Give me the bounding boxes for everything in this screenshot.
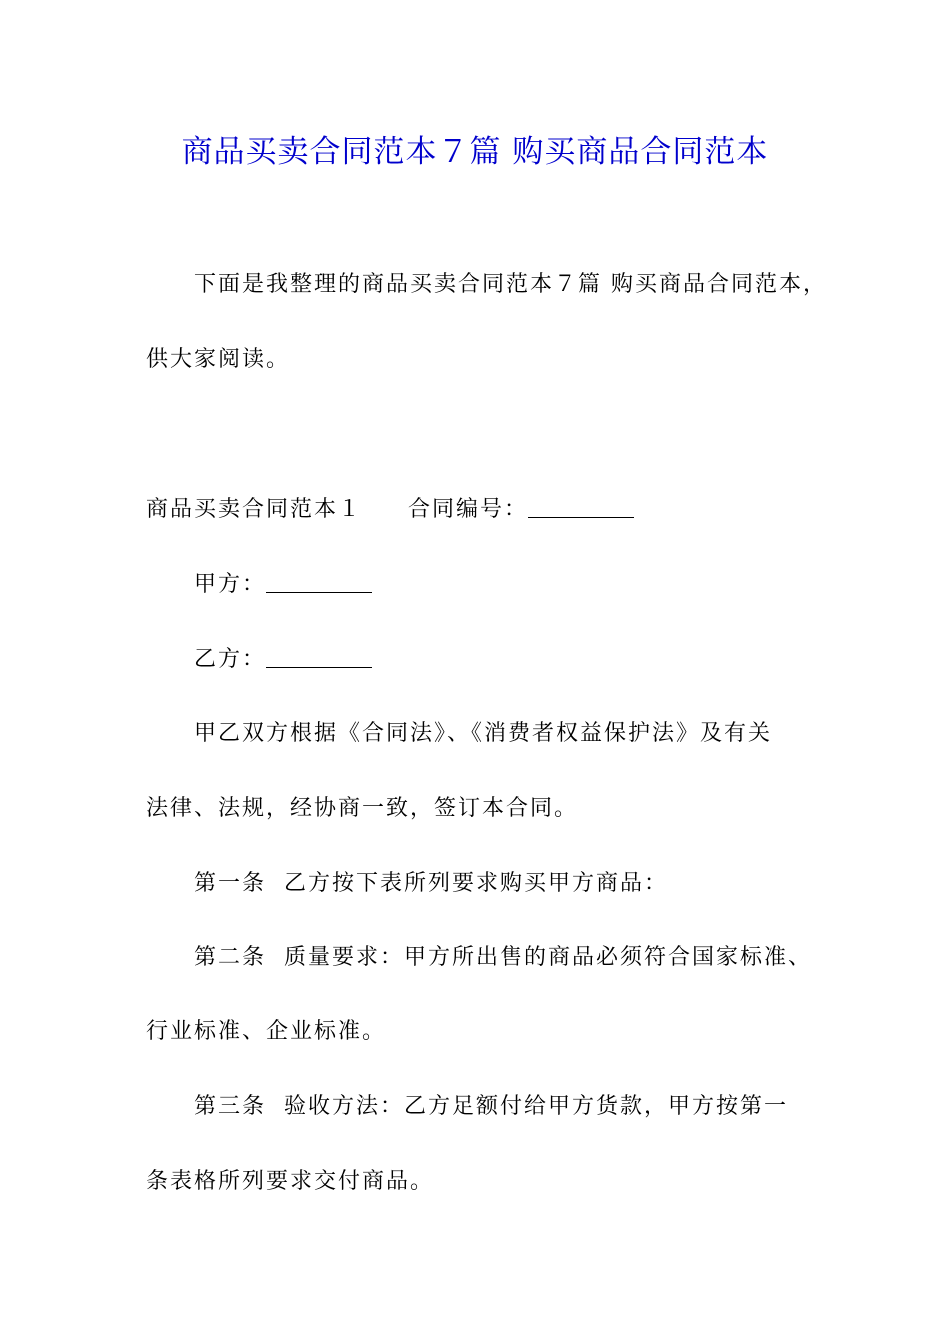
contract-no-label: 合同编号：	[408, 497, 529, 522]
contract-header-line	[146, 495, 634, 525]
preamble-line-2: 法律、法规，经协商一致，签订本合同。	[146, 796, 579, 821]
article-1	[194, 869, 668, 899]
party-a-line	[194, 570, 372, 600]
intro-line-2: 供大家阅读。	[146, 347, 291, 372]
article-2-line-2: 行业标准、企业标准。	[146, 1019, 387, 1044]
party-a-label: 甲方：	[194, 572, 267, 597]
party-b-blank	[266, 647, 372, 668]
document-title: 商品买卖合同范本７篇 购买商品合同范本	[181, 134, 769, 170]
article-3-number: 第三条	[194, 1094, 267, 1119]
party-b-label: 乙方：	[194, 647, 267, 672]
section-heading: 商品买卖合同范本１	[146, 497, 363, 522]
article-2-line-1	[194, 943, 812, 973]
article-3-line-2: 条表格所列要求交付商品。	[146, 1169, 435, 1194]
article-3-line-1	[194, 1092, 788, 1122]
intro-line-1: 下面是我整理的商品买卖合同范本７篇 购买商品合同范本，	[194, 272, 827, 297]
article-1-number: 第一条	[194, 871, 267, 896]
party-b-line	[194, 645, 372, 675]
article-1-text: 乙方按下表所列要求购买甲方商品：	[284, 871, 669, 896]
contract-no-blank	[528, 497, 634, 518]
preamble-line-1: 甲乙双方根据《合同法》、《消费者权益保护法》及有关	[194, 721, 773, 746]
article-3-text-1: 验收方法：乙方足额付给甲方货款，甲方按第一	[284, 1094, 789, 1119]
article-2-number: 第二条	[194, 945, 267, 970]
article-2-text-1: 质量要求：甲方所出售的商品必须符合国家标准、	[284, 945, 813, 970]
party-a-blank	[266, 572, 372, 593]
